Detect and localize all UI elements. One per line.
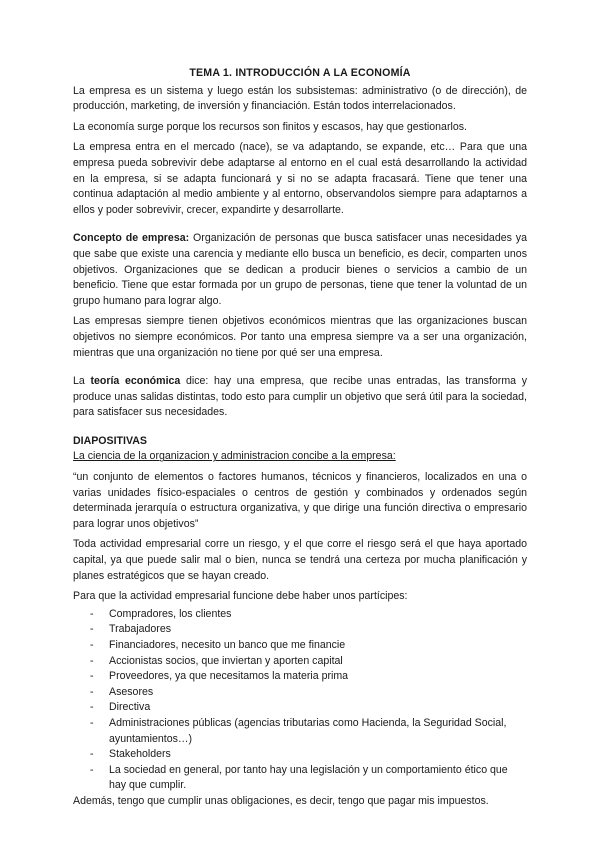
paragraph-obligaciones: Además, tengo que cumplir unas obligaciones, es decir, tengo que pagar mis impuestos. [73, 794, 489, 807]
paragraph-concepto-empresa [73, 231, 527, 309]
paragraph-quote: “un conjunto de elementos o factores humanos, técnicos y financieros, localizados en una o varias unidades físico-espaciales o centros de gestión y combinados y ordenados según determinada jerarquía o estructura organizativa, y que dirige una función directiva o empresario para lograr unos objetivos” [73, 471, 527, 530]
list-item: - Asesores [90, 685, 527, 701]
teoria-term: teoría económica [90, 375, 181, 388]
paragraph-teoria-economica [73, 374, 527, 421]
paragraph-objetivos: Las empresas siempre tienen objetivos económicos mientras que las organizaciones buscan objetivos no siempre económicos. Por tanto una empresa siempre va a ser una organización, mientras que una organización no tiene por qué ser una empresa. [73, 315, 527, 359]
paragraph-economia: La economía surge porque los recursos son finitos y escasos, hay que gestionarlos. [73, 120, 467, 133]
list-item: - Stakeholders [90, 747, 527, 763]
list-item: - Financiadores, necesito un banco que me financie [90, 638, 527, 654]
teoria-text: dice: hay una empresa, que recibe unas entradas, las transforma y produce unas salidas distintas, todo esto para cumplir un objetivo que será útil para la sociedad, para satisfacer sus necesidades. [73, 375, 528, 419]
document-page [73, 66, 527, 815]
section-subheading: La ciencia de la organizacion y administracion concibe a la empresa: [73, 450, 396, 463]
paragraph-riesgo: Toda actividad empresarial corre un riesgo, y el que corre el riesgo será el que haya aportado capital, ya que puede salir mal o bien, nunca se tendrá una certeza por mucha planificación y planes estratégicos que se hayan creado. [73, 538, 527, 582]
participes-list [73, 607, 527, 794]
section-heading-diapositivas: DIAPOSITIVAS [73, 434, 147, 447]
list-item: - La sociedad en general, por tanto hay una legislación y un comportamiento ético que hay que cumplir. [90, 763, 527, 794]
concepto-term: Concepto de empresa: [73, 232, 190, 245]
paragraph-subsistemas: La empresa es un sistema y luego están los subsistemas: administrativo (o de dirección), de producción, marketing, de inversión y financiación. Están todos interrelacionados. [73, 84, 527, 113]
paragraph-participes-intro: Para que la actividad empresarial funcione debe haber unos partícipes: [73, 590, 408, 603]
list-item: - Directiva [90, 700, 527, 716]
list-item: - Administraciones públicas (agencias tributarias como Hacienda, la Seguridad Social, ayuntamientos…) [90, 716, 527, 747]
page-title: TEMA 1. INTRODUCCIÓN A LA ECONOMÍA [189, 67, 411, 79]
list-item: - Accionistas socios, que inviertan y aporten capital [90, 654, 527, 670]
list-item: - Trabajadores [90, 622, 527, 638]
list-item: - Proveedores, ya que necesitamos la materia prima [90, 669, 527, 685]
teoria-pre: La [73, 375, 91, 388]
concepto-text: Organización de personas que busca satisfacer unas necesidades ya que sabe que existe una carencia y mediante ello busca un beneficio, es decir, comparten unos objetivos. Organizaciones que se dedican a producir bienes o servicios a cambio de un beneficio. Tiene que estar formada por un grupo de personas, tiene que tener la voluntad de un grupo humano para lograr algo. [73, 232, 527, 307]
list-item: - Compradores, los clientes [90, 607, 527, 623]
paragraph-mercado: La empresa entra en el mercado (nace), se va adaptando, se expande, etc… Para que una empresa pueda sobrevivir debe adaptarse al entorno en el cual está desarrollando la actividad en la empresa, si se adapta funcionará y si no se adapta fracasará. Tiene que tener una continua adaptación al medio ambiente y al entorno, observandolos siempre para adaptarnos a ellos y poder sobrevivir, crecer, expandirte y desarrollarte. [73, 141, 527, 216]
